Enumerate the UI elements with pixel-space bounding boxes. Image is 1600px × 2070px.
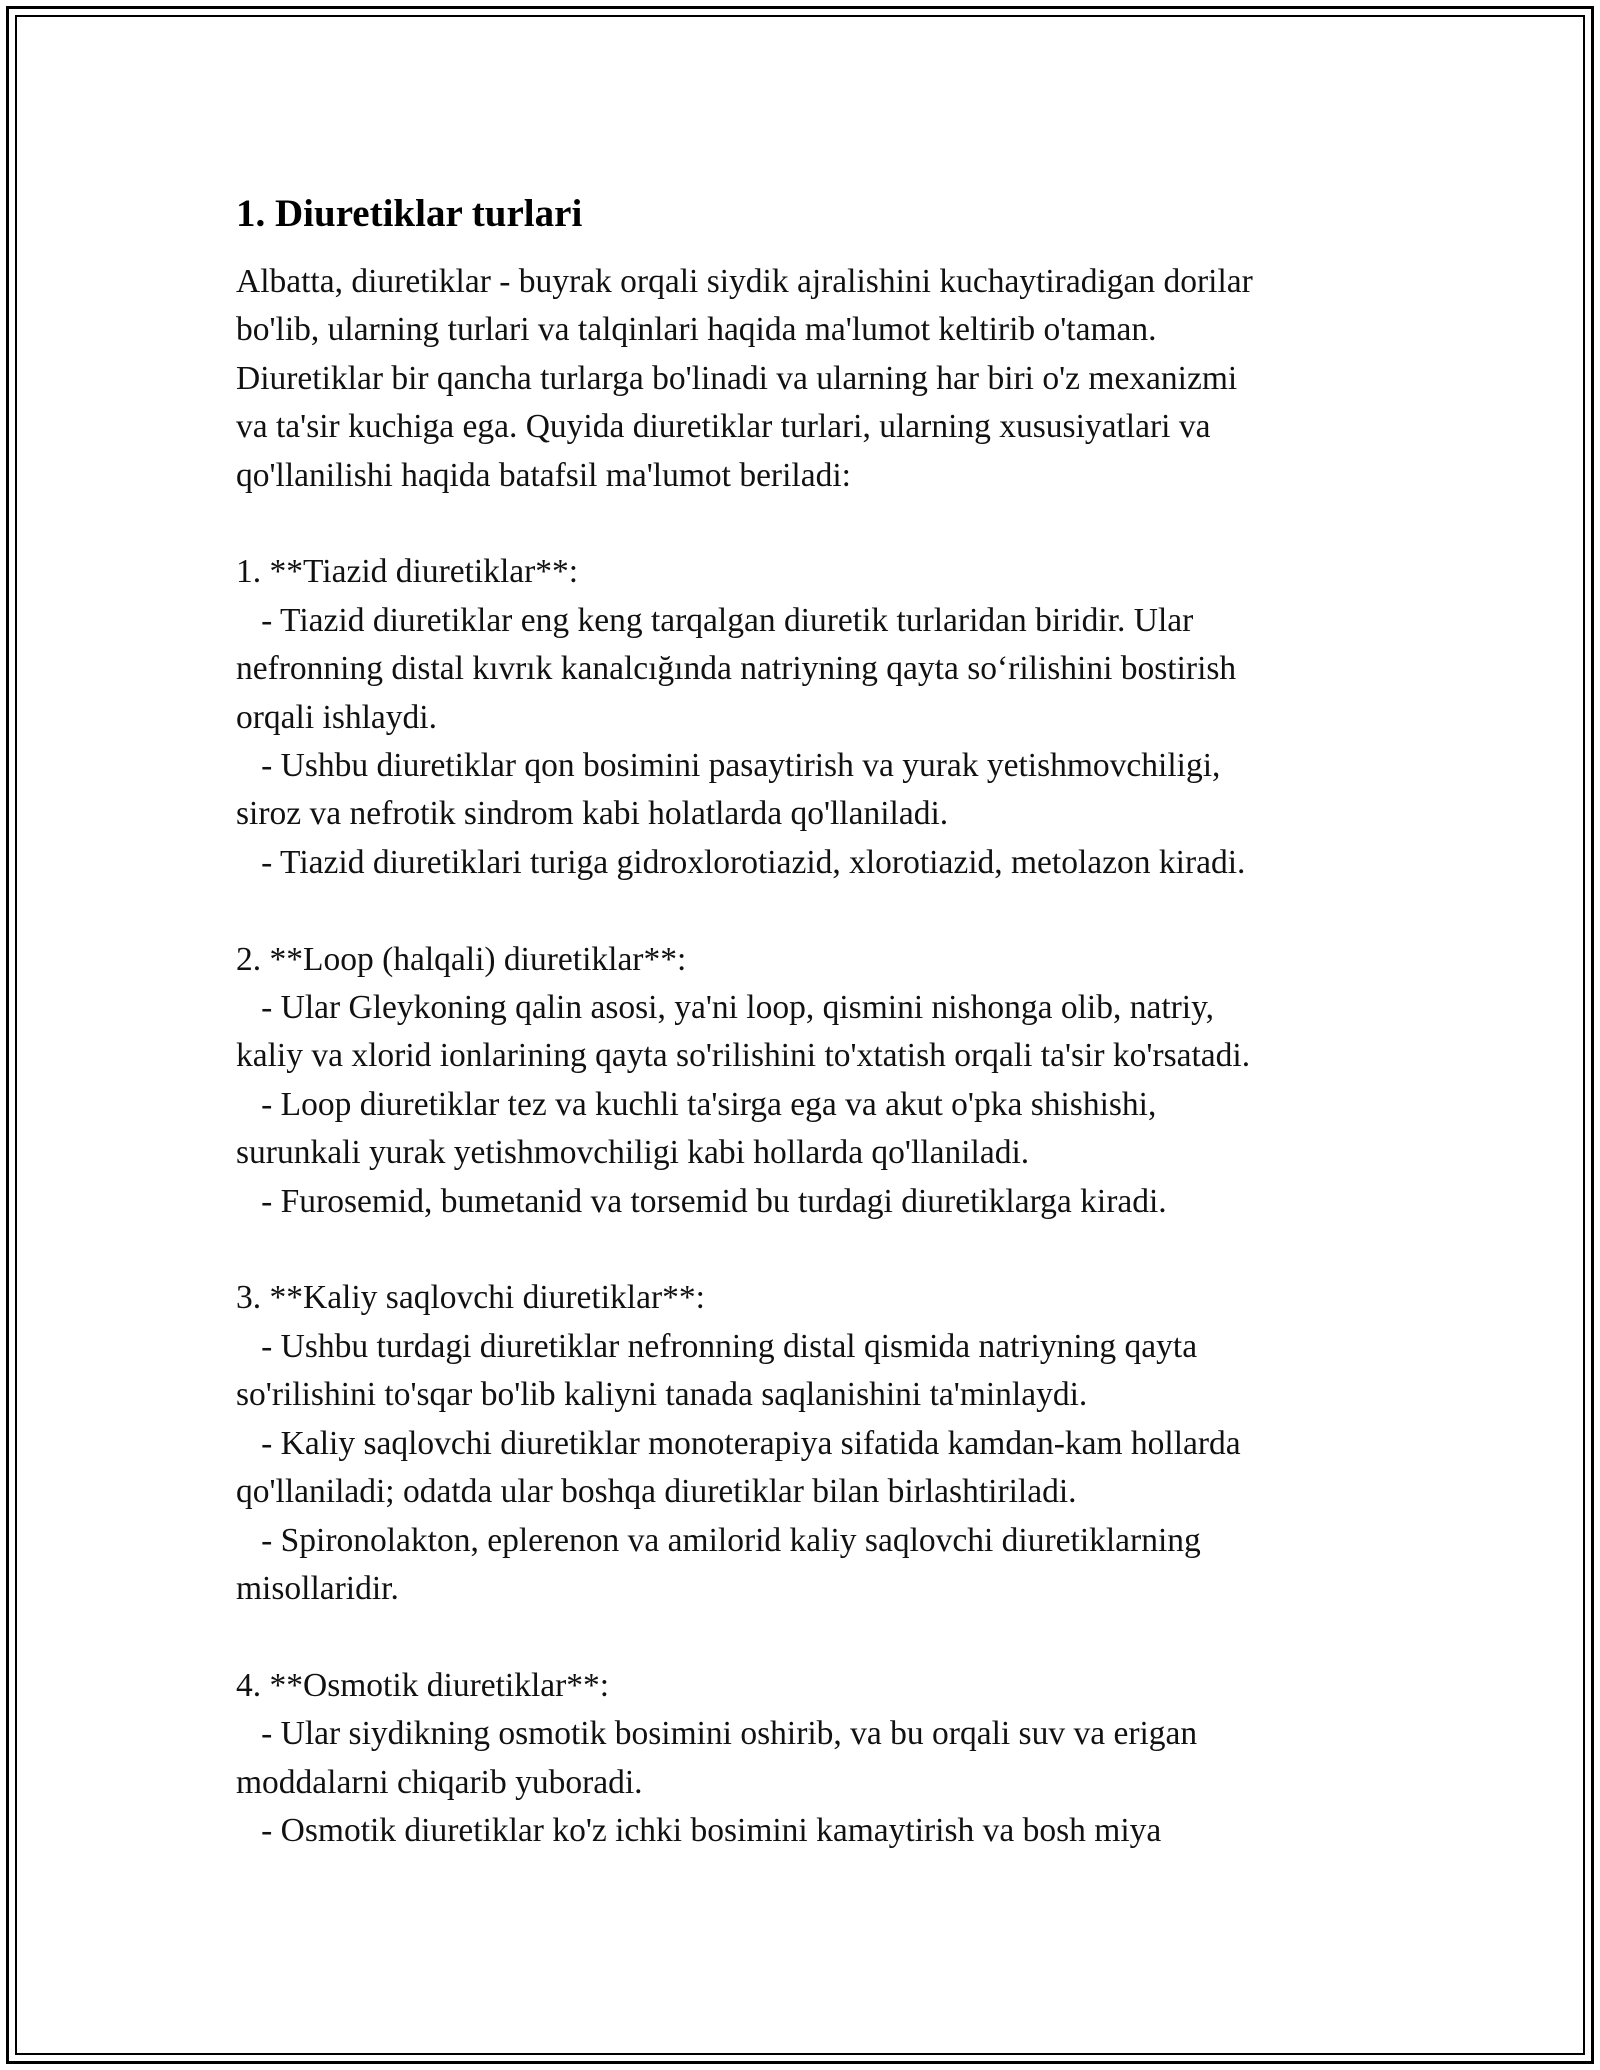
text-line: qo'llanilishi haqida batafsil ma'lumot beriladi: <box>236 456 851 494</box>
text-line: - Osmotik diuretiklar ko'z ichki bosimini kamaytirish va bosh miya <box>236 1811 1162 1849</box>
text-line: 2. **Loop (halqali) diuretiklar**: <box>236 940 687 978</box>
document-body <box>236 258 1366 1855</box>
text-line: - Ushbu turdagi diuretiklar nefronning distal qismida natriyning qayta <box>236 1327 1198 1365</box>
text-line: - Furosemid, bumetanid va torsemid bu turdagi diuretiklarga kiradi. <box>236 1182 1167 1220</box>
blank-line <box>236 1226 1366 1274</box>
document-content <box>236 186 1366 1855</box>
text-line: kaliy va xlorid ionlarining qayta so'rilishini to'xtatish orqali ta'sir ko'rsatadi. <box>236 1037 1251 1075</box>
text-line: - Tiazid diuretiklari turiga gidroxlorotiazid, xlorotiazid, metolazon kiradi. <box>236 843 1246 881</box>
text-line: 4. **Osmotik diuretiklar**: <box>236 1666 610 1704</box>
text-line: 1. **Tiazid diuretiklar**: <box>236 553 579 591</box>
text-line: surunkali yurak yetishmovchiligi kabi hollarda qo'llaniladi. <box>236 1134 1030 1172</box>
text-line: - Ular siydikning osmotik bosimini oshirib, va bu orqali suv va erigan <box>236 1715 1198 1753</box>
text-line: qo'llaniladi; odatda ular boshqa diuretiklar bilan birlashtiriladi. <box>236 1473 1077 1511</box>
text-line: so'rilishini to'sqar bo'lib kaliyni tanada saqlanishini ta'minlaydi. <box>236 1376 1088 1414</box>
blank-line <box>236 500 1366 548</box>
text-line: bo'lib, ularning turlari va talqinlari haqida ma'lumot keltirib o'taman. <box>236 311 1157 349</box>
text-line: - Ular Gleykoning qalin asosi, ya'ni loop, qismini nishonga olib, natriy, <box>236 989 1215 1027</box>
text-line: moddalarni chiqarib yuboradi. <box>236 1763 643 1801</box>
text-line: Diuretiklar bir qancha turlarga bo'linadi va ularning har biri o'z mexanizmi <box>236 359 1238 397</box>
text-line: - Kaliy saqlovchi diuretiklar monoterapiya sifatida kamdan-kam hollarda <box>236 1424 1241 1462</box>
text-line: siroz va nefrotik sindrom kabi holatlarda qo'llaniladi. <box>236 795 949 833</box>
text-line: orqali ishlaydi. <box>236 698 437 736</box>
document-title: 1. Diuretiklar turlari <box>236 192 583 235</box>
text-line: misollaridir. <box>236 1569 399 1607</box>
text-line: Albatta, diuretiklar - buyrak orqali siydik ajralishini kuchaytiradigan dorilar <box>236 263 1253 300</box>
text-line: 3. **Kaliy saqlovchi diuretiklar**: <box>236 1279 705 1317</box>
text-line: - Ushbu diuretiklar qon bosimini pasaytirish va yurak yetishmovchiligi, <box>236 747 1221 785</box>
text-line: - Spironolakton, eplerenon va amilorid kaliy saqlovchi diuretiklarning <box>236 1521 1201 1559</box>
text-line: - Tiazid diuretiklar eng keng tarqalgan diuretik turlaridan biridir. Ular <box>236 601 1194 639</box>
blank-line <box>236 1613 1366 1661</box>
text-line: nefronning distal kıvrık kanalcığında natriyning qayta so‘rilishini bostirish <box>236 650 1237 688</box>
blank-line <box>236 887 1366 935</box>
text-line: - Loop diuretiklar tez va kuchli ta'sirga ega va akut o'pka shishishi, <box>236 1085 1157 1123</box>
text-line: va ta'sir kuchiga ega. Quyida diuretiklar turlari, ularning xususiyatlari va <box>236 408 1211 446</box>
